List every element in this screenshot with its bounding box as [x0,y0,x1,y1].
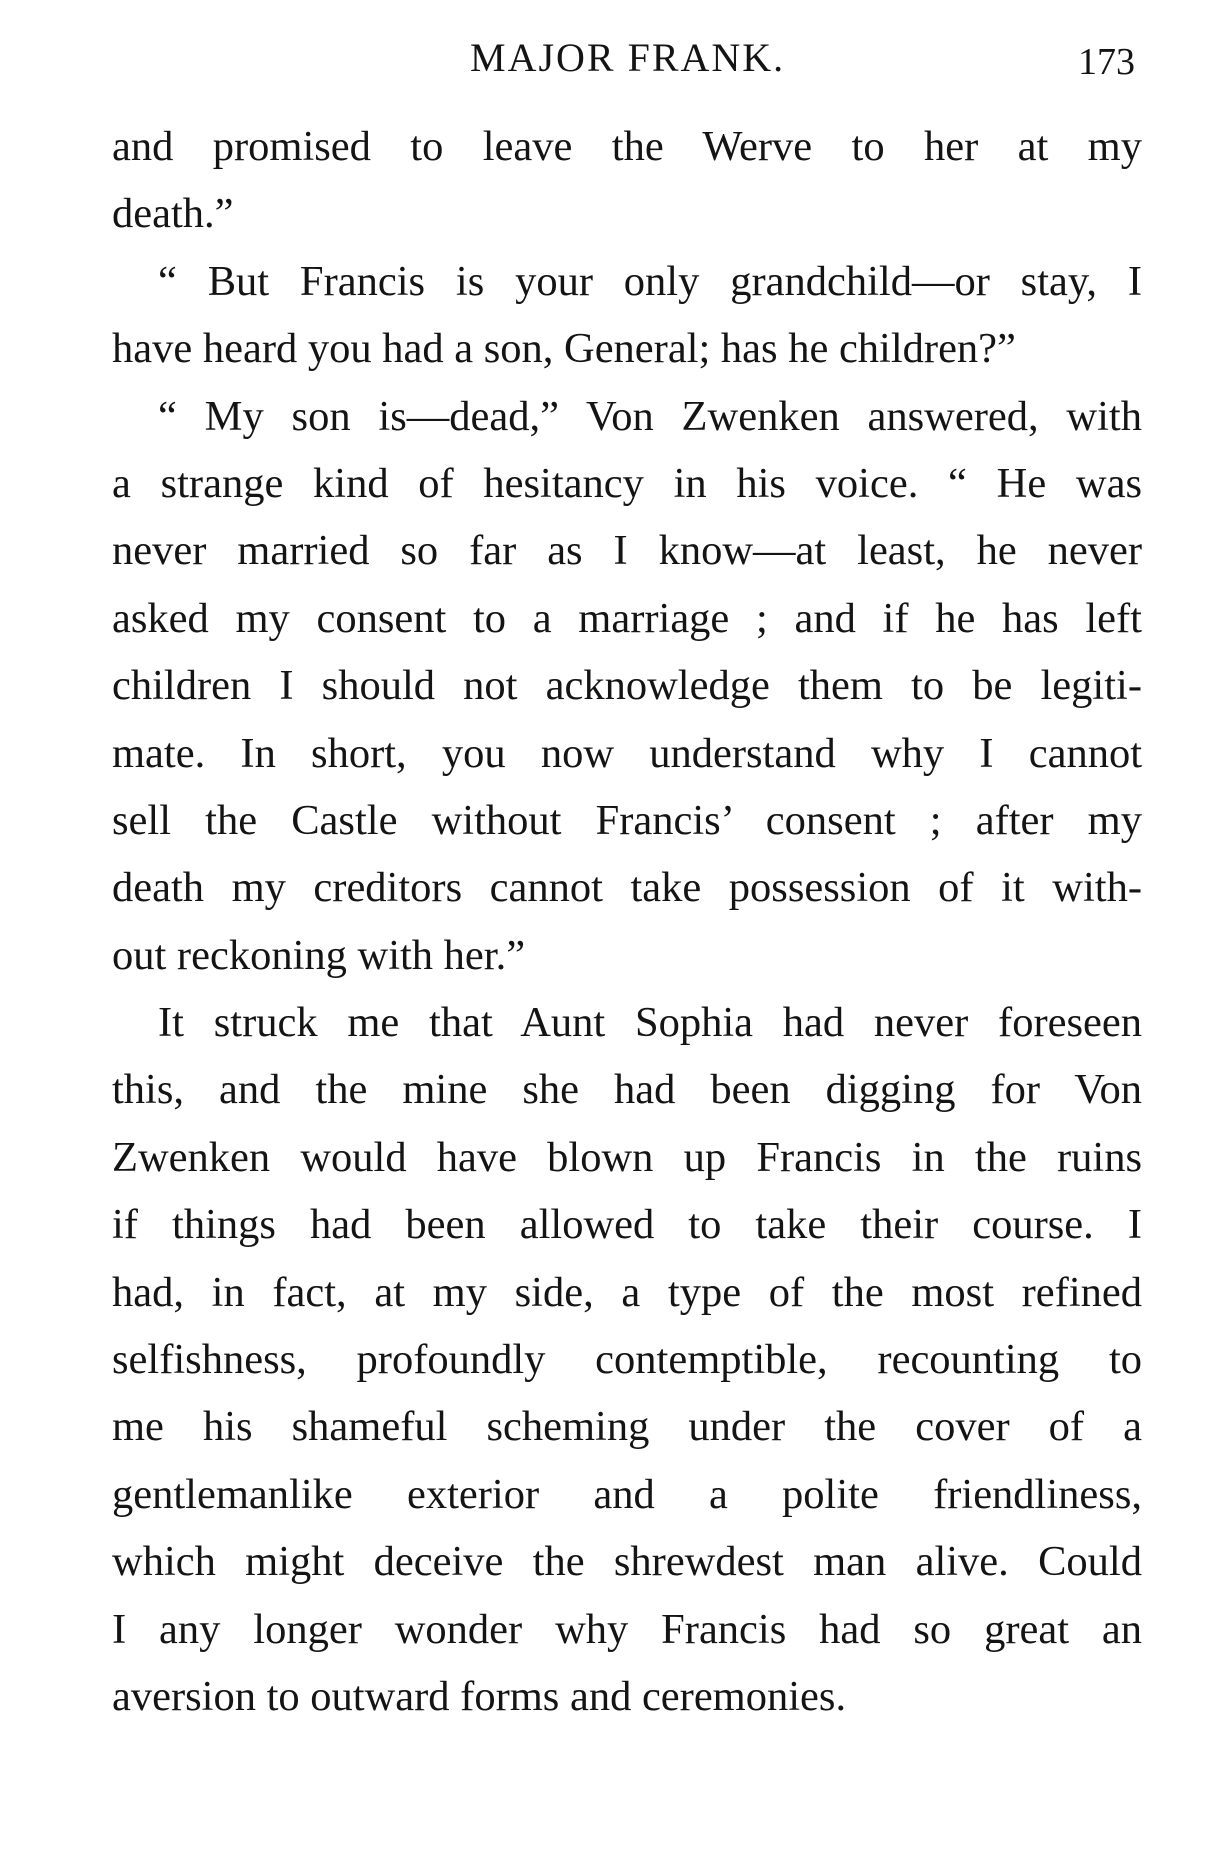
text-line: I any longer wonder why Francis had so great an [112,1605,1142,1653]
text-line: Zwenken would have blown up Francis in the ruins [112,1133,1142,1181]
text-line: aversion to outward forms and ceremonies. [112,1672,847,1720]
text-line: children I should not acknowledge them to be legiti- [112,662,1142,710]
text-line: a strange kind of hesitancy in his voice. “ He was [112,459,1142,507]
text-line: and promised to leave the Werve to her at my [112,123,1142,170]
text-line: which might deceive the shrewdest man alive. Could [112,1538,1142,1586]
text-line: sell the Castle without Francis’ consent ; after my [112,796,1142,844]
text-line: gentlemanlike exterior and a polite friendliness, [112,1470,1142,1518]
text-line: have heard you had a son, General; has he children?” [112,325,1016,373]
running-head [0,28,1220,88]
text-line: mate. In short, you now understand why I cannot [112,729,1142,777]
text-line: out reckoning with her.” [112,931,526,979]
text-line: selfishness, profoundly contemptible, recounting to [112,1336,1142,1384]
text-line: “ But Francis is your only grandchild—or stay, I [158,257,1142,305]
text-line: me his shameful scheming under the cover of a [112,1403,1142,1451]
text-line: this, and the mine she had been digging for Von [112,1066,1142,1114]
running-head-title: MAJOR FRANK. [470,35,786,80]
page-number: 173 [1078,41,1135,83]
text-line: had, in fact, at my side, a type of the most refined [112,1268,1142,1316]
text-line: asked my consent to a marriage ; and if he has left [112,594,1142,642]
text-line: death my creditors cannot take possession of it with- [112,864,1142,912]
text-line: never married so far as I know—at least, he never [112,527,1142,575]
text-line: death.” [112,190,234,238]
text-line: if things had been allowed to take their course. I [112,1201,1142,1249]
body-text [112,113,1142,1730]
text-line: It struck me that Aunt Sophia had never foreseen [158,999,1142,1047]
text-line: “ My son is—dead,” Von Zwenken answered, with [158,392,1142,440]
